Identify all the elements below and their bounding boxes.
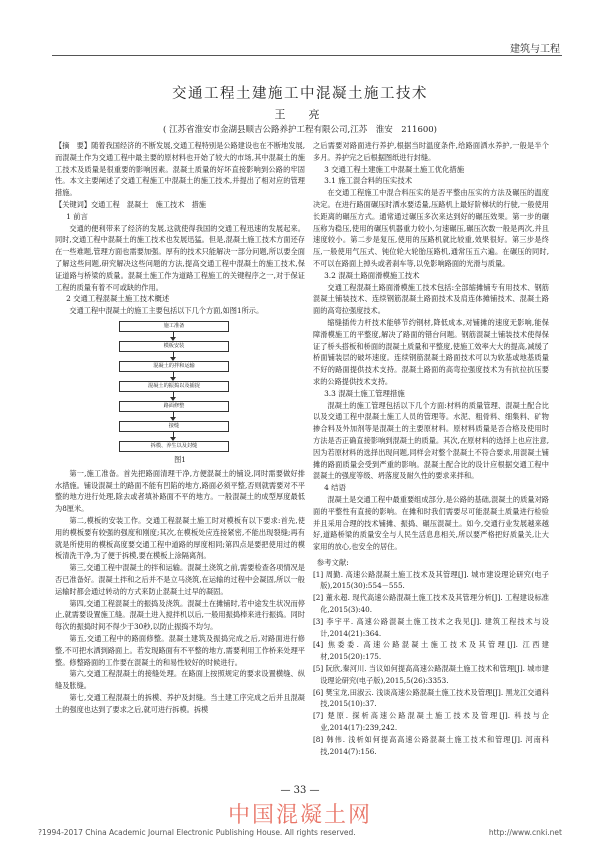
subsection-title: 3.1 施工混合料的压实技术 <box>324 176 413 186</box>
paragraph: 第一,施工准备。首先把路面清理干净,方便混凝土的铺设,同时需要做好排水措施。铺设混凝土的路面不能有凹陷的地方,路面必须平整,否则就需要对不平整的地方进行处理,除去或者填补路面不平的地方。一般混凝土的成型厚度最低为8厘米。 <box>55 468 305 514</box>
left-column <box>55 140 305 715</box>
section-1-title: 1 前言 <box>66 211 88 221</box>
right-column <box>313 140 549 757</box>
paragraph: 交通工程混凝土路面滑模施工技术包括:全部缩摊铺专有用技术、钢筋混凝土铺装技术、连续钢筋混凝土路面技术及肩连体摊铺技术、混凝土路面的高弯拉强度技术。 <box>313 282 549 316</box>
page-number: — 33 — <box>280 785 320 796</box>
footer-copyright: ?1994-2017 China Academic Journal Electronic Publishing House. All rights reserved. <box>38 828 356 837</box>
footer-url[interactable]: http://www.cnki.net <box>488 828 562 837</box>
keywords: 【关键词】交通工程 混凝土 施工技术 措施 <box>55 199 206 209</box>
paragraph: 第二,模板的安装工作。交通工程混凝土施工时对模板有以下要求:首先,使用的模板要有较强的强度和刚度;其次,在模板处应连接紧密,不能出现裂缝;再有就是所使用的模板高度要交通工程中道路的厚度相同;第四点是要把使用过的模板清洗干净,为了便于拆模,要在模板上涂隔离剂。 <box>55 515 305 561</box>
flow-arrow <box>119 352 229 361</box>
header-rule <box>52 55 562 56</box>
figure-caption: 图1 <box>174 454 186 464</box>
abstract: 【摘 要】随着我国经济的不断发展,交通工程特别是公路建设也在不断地发展,而混凝土作为交通工程中最主要的原材料也开始了较大的市场,其中混凝土的施工技术及质量是很重要的影响因素。混凝土质量的好坏直接影响到公路的牢固性。本文主要阐述了交通工程施工中混凝土的施工技术,并提出了相对应的管理措施。 <box>55 141 305 198</box>
flow-arrow <box>119 372 229 381</box>
flow-step: 接缝 <box>119 421 229 432</box>
paragraph: 交通工程中混凝土的施工主要包括以下几个方面,如图1所示。 <box>69 306 264 316</box>
flow-arrow <box>119 412 229 421</box>
flow-step: 混凝土的拌和运输 <box>119 361 229 372</box>
reference-item: [4] 焦委委. 高速公路混凝土施工技术及其管理[J]. 江西建材,2015(20):175. <box>313 640 549 662</box>
paragraph: 第五,交通工程中的路面修整。混凝土建筑及振捣完成之后,对路面进行修整,不可把水洒到路面上。若发现路面有不平整的地方,需要利用工作桥来处理平整。修整路面的工作要在混凝土的和易性较好的时候进行。 <box>55 633 305 667</box>
paragraph: 之后需要对路面进行养护,根据当时温度条件,给路面洒水养护,一般是半个多月。养护完之后根据图纸进行封缝。 <box>313 141 549 162</box>
paragraph: 缩缝插传力杆技术能够节约钢材,降低成本,对铺摊的速度无影响,能保障滑模施工的平整度,解决了路面的错台问题。钢筋混凝土铺装技术使得保证了桥头搭板和桥面的混凝土质量和平整度,使施工效率大大的提高,减缓了桥面铺装层的破坏速度。连续钢筋混凝土路面技术可以为软基或地基质量不好的路面提供技术支持。混凝土路面的高弯拉强度技术为有抗拉抗压要求的公路提供技术支持。 <box>313 317 549 386</box>
paragraph: 第三,交通工程中混凝土的拌和运输。混凝土浇筑之前,需要检查各项情况是否已准备好。混凝土拌和之后并不是立马浇筑,在运输的过程中会凝固,所以一般运输时都会通过转动的方式来防止混凝土过早的凝固。 <box>55 563 305 596</box>
flow-arrow <box>119 432 229 441</box>
references-title: 参考文献: <box>316 557 349 567</box>
paper-title: 交通工程土建施工中混凝土施工技术 <box>172 86 428 102</box>
journal-header: 建筑与工程 <box>510 44 560 55</box>
paragraph: 混凝土是交通工程中最重要组成部分,是公路的基础,混凝土的质量对路面的平整性有直接的影响。在摊和时我们需要尽可能混凝土质量进行检验并且采用合理的技术铺摊、振捣、碾压混凝土。如今,交通行业发展越来越好,道路桥梁的质量安全与人民生活息息相关,所以要严格把好质量关,让大家用的放心,也安全的居住。 <box>313 494 549 552</box>
reference-item: [1] 周勤. 高速公路混凝土施工技术及其管理[J]. 城市建设理论研究(电子版),2015(30):554－555. <box>313 569 549 591</box>
section-2-title: 2 交通工程混凝土施工技术概述 <box>66 294 170 304</box>
paragraph: 混凝土的施工管理包括以下几个方面:材料的质量管理、混凝土配合比以及交通工程中混凝土施工人员的管理等。水泥、粗骨料、细集料、矿物掺合料及外加剂等是混凝土的主要原材料。原材料质量是否合格及使用时方法是否正确直接影响到混凝土的质量。其次,在原材料的选择上也应注意,因为若原材料的选择出现问题,同样会对整个混凝土不符合要求,用混凝土铺摊的路面质量会受到严重的影响。混凝土配合比的设计应根据交通工程中混凝土的强度等级、坍落度及耐久性的要求来拌和。 <box>313 400 549 481</box>
section-4-title: 4 结语 <box>324 483 346 493</box>
flowchart-figure <box>119 321 229 452</box>
author: 王 亮 <box>274 108 326 121</box>
references <box>313 557 549 758</box>
subsection-title: 3.3 混凝土施工管理措施 <box>324 388 405 398</box>
reference-item: [7] 楚原. 探析高速公路混凝土施工技术及管理[J]. 科技与企业,2014(17):239,242. <box>313 711 549 733</box>
flow-step: 施工准备 <box>119 321 229 332</box>
paragraph: 第四,交通工程混凝土的振捣及浇筑。混凝土在摊铺时,若中途发生状况而停止,就需要设置施工缝。混凝土进入搅拌机以后,一般用振捣棒来进行振捣。同时每次的振捣时间不得少于30秒,以防止振捣不均匀。 <box>55 598 305 632</box>
watermark: 中国混凝土网 <box>227 803 372 828</box>
flow-arrow <box>119 332 229 341</box>
flow-step: 路面修整 <box>119 401 229 412</box>
affiliation: ( 江苏省淮安市金湖县顺吉公路养护工程有限公司,江苏 淮安 211600) <box>163 125 437 135</box>
paragraph: 交通的便利带来了经济的发展,这就使得我国的交通工程迅速的发展起来。同时,交通工程中混凝土的施工技术也发展迅猛。但是,混凝土施工技术方面还存在一些难题,管理方面也需要加强。厚有的技术只能解决一部分问题,所以要全面了解这些问题,研究解决这些问题的方法,提高交通工程中混凝土的施工技术,保证道路与桥梁的质量。混凝土施工作为道路工程施工的关键程序之一,对于保证工程的质量有着不可或缺的作用。 <box>55 223 305 292</box>
paragraph: 第七,交通工程混凝土的拆模、养护及封缝。当土建工序完成之后并且混凝土的强度也达到了要求之后,就可进行拆模。拆模 <box>55 692 305 714</box>
reference-item: [3] 李宇平. 高速公路混凝土施工技术之我见[J]. 建筑工程技术与设计,2014(21):364. <box>313 616 549 638</box>
flow-step: 混凝土的振捣以及捕捉 <box>119 381 229 392</box>
section-3-title: 3 交通工程土建施工中混凝土施工优化措施 <box>324 164 465 174</box>
reference-item: [8] 韩伟. 浅析如何提高高速公路混凝土施工技术和管理[J]. 河南科技,2014(7):156. <box>313 734 549 756</box>
paragraph: 在交通工程施工中混合料压实的是否平整由压实的方法及碾压的温度决定。在进行路面碾压时洒水要适量,压路机上最好阶梯状的行驶,一般使用长距离的碾压方式。通常通过碾压多次来达到好的碾压效果。第一步的碾压称为稳压,使用的碾压机器重力较小,匀速碾压,碾压次数一般是两次,并且速度较小。第二步是复压,使用的压路机就比较重,效果很好。第三步是终压,一般使用气压式、钝位轮大轮胎压路机,通常压五六遍。在碾压的同时,不可以在路面上掉头或者刹车等,以免影响路面的光滑与质量。 <box>313 188 549 268</box>
reference-item: [5] 阮欣,秦河川. 当议如何提高高速公路混凝土施工技术和管理[J]. 城市建设理论研究(电子版),2015,5(26):3353. <box>313 664 549 685</box>
paragraph: 第六,交通工程混凝土的接缝处理。在路面上按照规定的要求设置横缝、纵缝及胀缝。 <box>55 669 305 691</box>
flow-step: 拆模、养生以及封缝 <box>119 441 229 452</box>
subsection-title: 3.2 混凝土路面滑模施工技术 <box>324 270 420 280</box>
reference-item: [2] 董永超. 现代高速公路混凝土施工技术及其管理分析[J]. 工程建设标准化,2015(3):40. <box>313 593 549 615</box>
flow-step: 模板安装 <box>119 341 229 352</box>
reference-item: [6] 樊宝龙,田淑云. 浅谈高速公路混凝土施工技术及管理[J]. 黑龙江交通科技,2015(10):37. <box>313 687 549 709</box>
flow-arrow <box>119 392 229 401</box>
